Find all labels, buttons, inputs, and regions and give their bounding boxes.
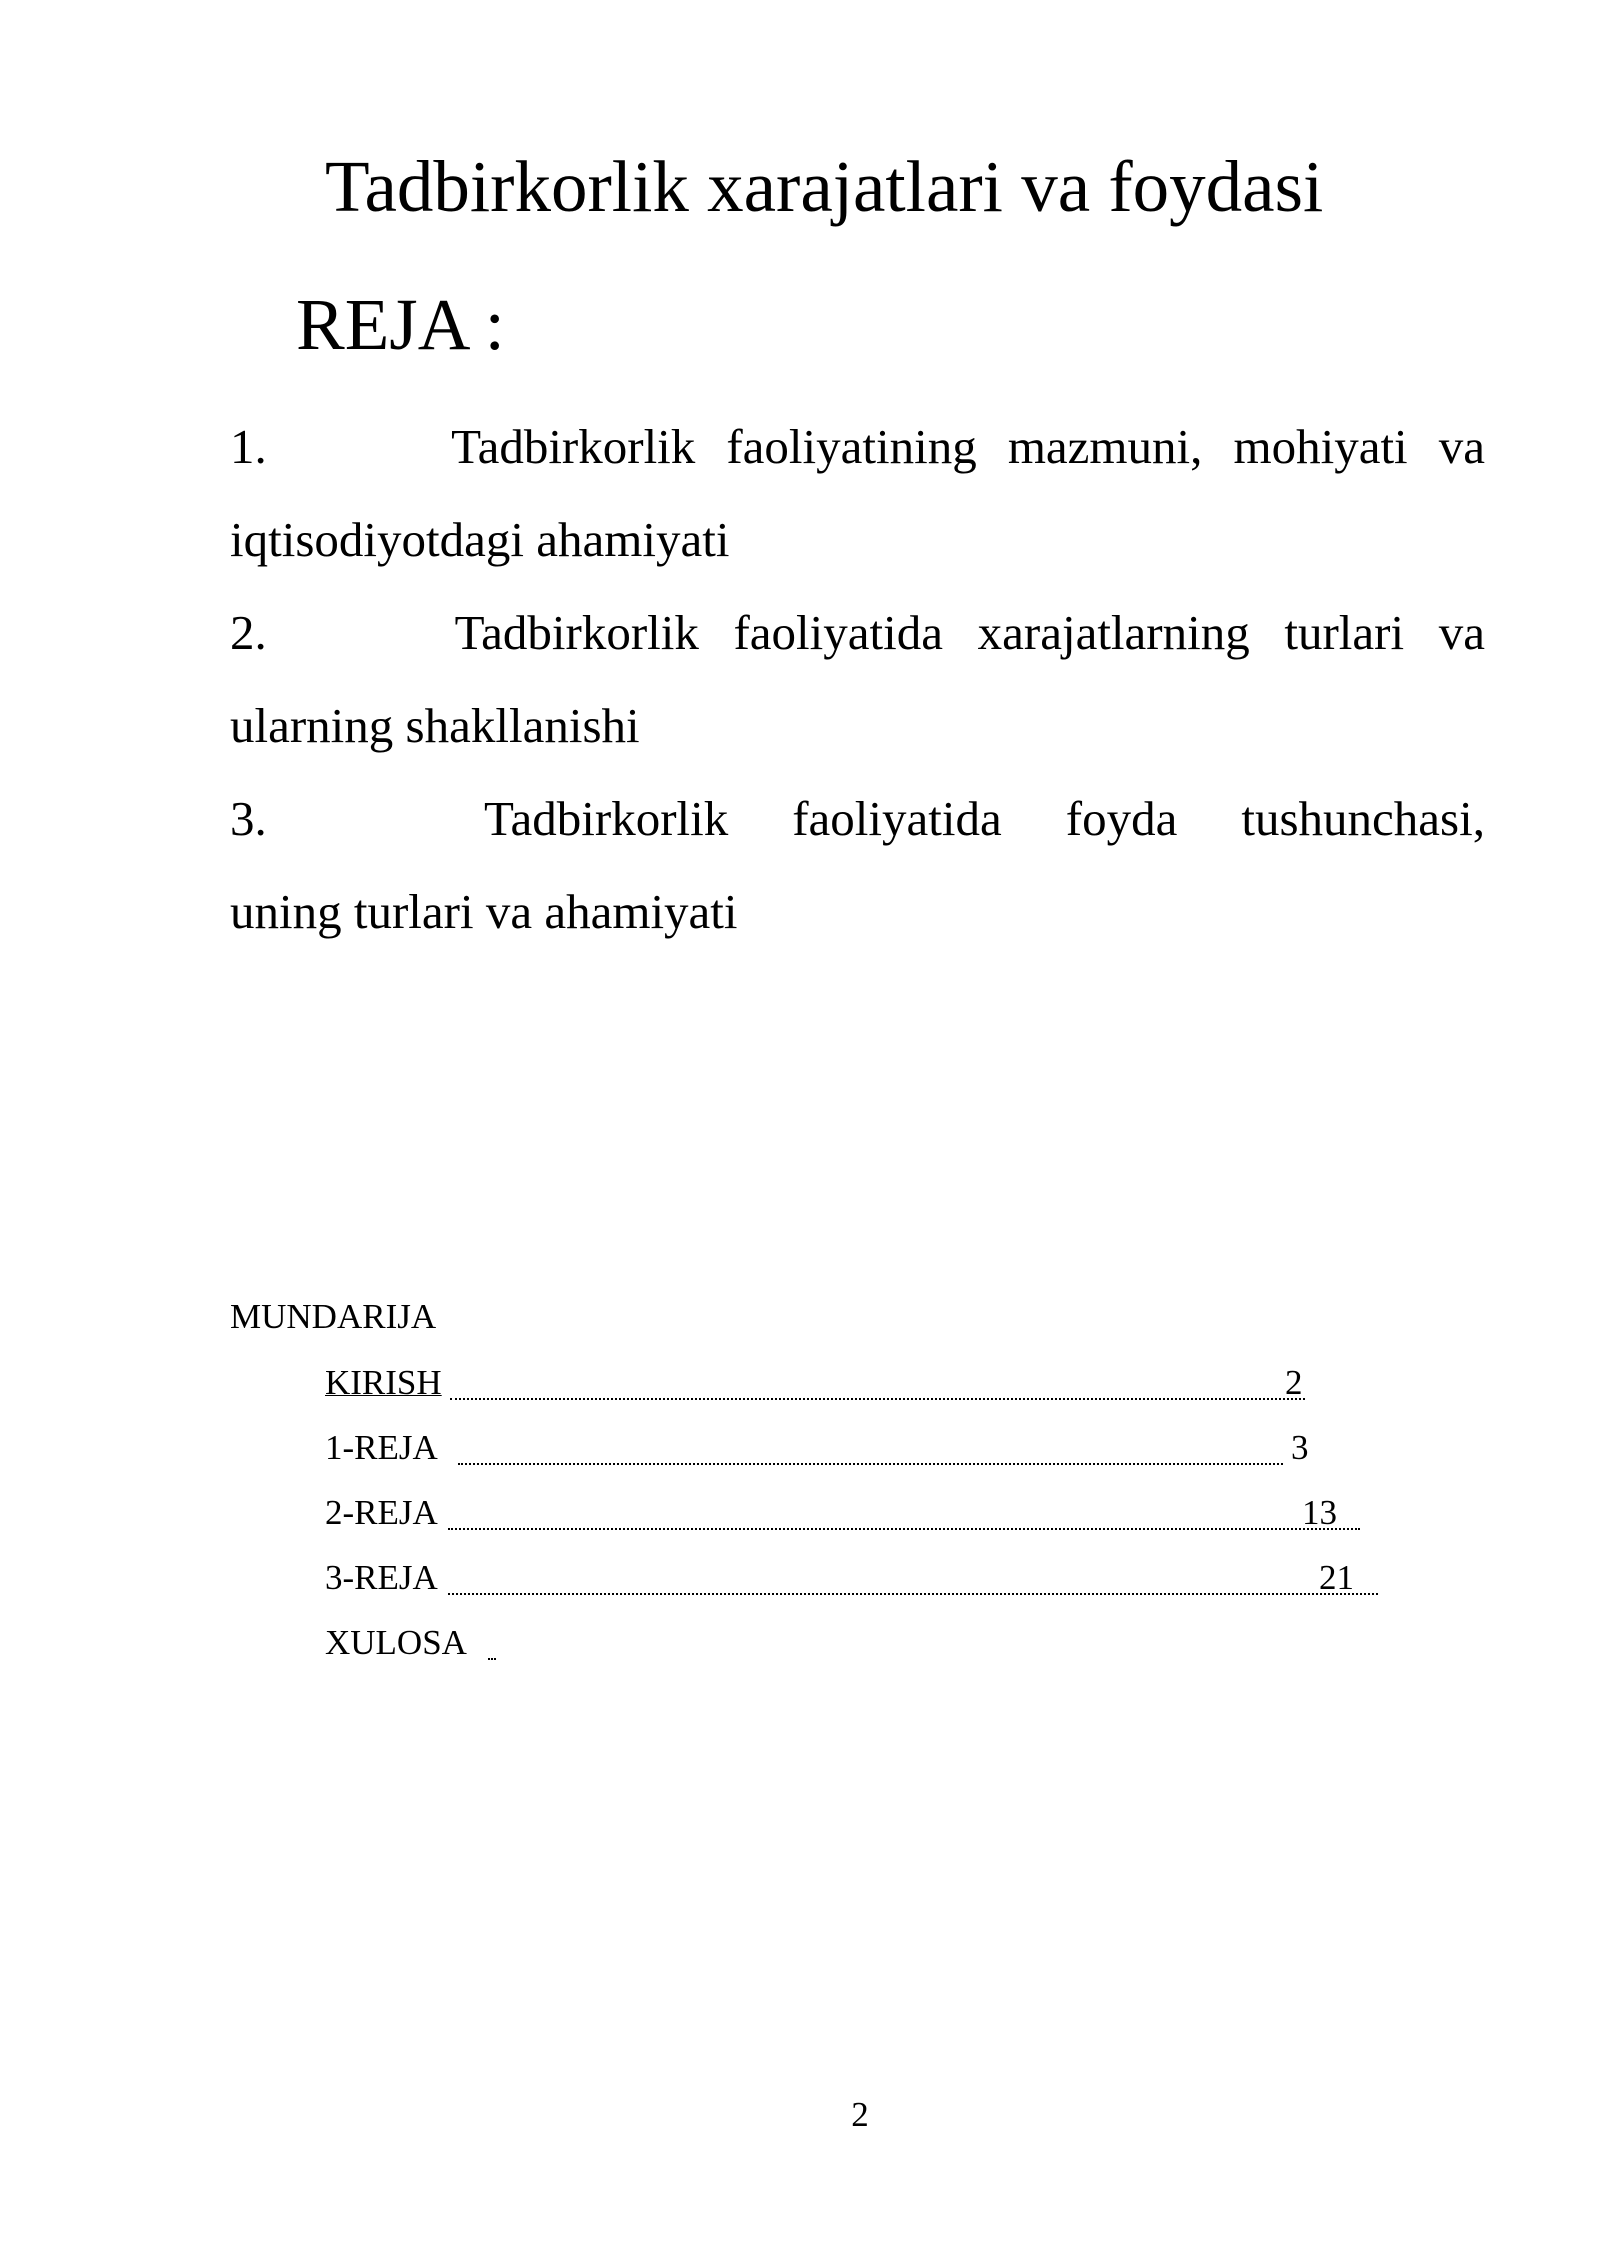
toc-leader-dots	[448, 1593, 1378, 1595]
toc-entry-label[interactable]: 2-REJA	[325, 1493, 438, 1532]
plan-item-word: faoliyatida	[733, 605, 944, 660]
plan-item-second-line: iqtisodiyotdagi ahamiyati	[230, 512, 730, 567]
toc-entry-page[interactable]: 2	[1285, 1363, 1303, 1402]
plan-item-word: va	[1438, 419, 1485, 474]
plan-item-word: xarajatlarning	[977, 605, 1250, 660]
document-title: Tadbirkorlik xarajatlari va foydasi	[325, 146, 1324, 227]
plan-item-first-line	[230, 586, 1485, 679]
plan-item-number: 3.	[230, 791, 267, 846]
plan-item-word: foyda	[1065, 791, 1178, 846]
plan-item-second-line: ularning shakllanishi	[230, 698, 640, 753]
plan-item-word: faoliyatida	[792, 791, 1002, 846]
plan-item-word: turlari	[1284, 605, 1405, 660]
plan-item-word: Tadbirkorlik	[484, 791, 729, 846]
plan-item-word: va	[1438, 605, 1485, 660]
plan-heading: REJA :	[296, 284, 505, 365]
plan-item-first-line	[230, 772, 1485, 865]
plan-item	[230, 400, 1485, 586]
page-number: 2	[851, 2095, 869, 2134]
toc-leader-dots	[450, 1398, 1305, 1400]
toc-entry-page[interactable]: 3	[1291, 1428, 1309, 1467]
toc-leader-dots	[458, 1463, 1283, 1465]
plan-item-word: tushunchasi,	[1241, 791, 1485, 846]
plan-item-word: Tadbirkorlik	[451, 419, 696, 474]
toc-entry-label[interactable]: XULOSA	[325, 1623, 467, 1662]
toc-title: MUNDARIJA	[230, 1297, 437, 1336]
plan-item-word: mazmuni,	[1007, 419, 1203, 474]
plan-item-second-line: uning turlari va ahamiyati	[230, 884, 738, 939]
toc-entry-page[interactable]: 13	[1302, 1493, 1337, 1532]
toc-leader-dots	[448, 1528, 1360, 1530]
toc-entry-label[interactable]: KIRISH	[325, 1363, 442, 1402]
plan-item-word: Tadbirkorlik	[454, 605, 699, 660]
toc-leader-dots	[488, 1658, 496, 1660]
plan-item-number: 2.	[230, 605, 267, 660]
plan-item-number: 1.	[230, 419, 267, 474]
plan-item	[230, 586, 1485, 772]
plan-item-first-line	[230, 400, 1485, 493]
plan-item-word: faoliyatining	[726, 419, 977, 474]
toc-entry-page[interactable]: 21	[1319, 1558, 1354, 1597]
plan-item	[230, 772, 1485, 958]
plan-item-word: mohiyati	[1233, 419, 1408, 474]
toc-entry-label[interactable]: 1-REJA	[325, 1428, 438, 1467]
toc-entry-label[interactable]: 3-REJA	[325, 1558, 438, 1597]
